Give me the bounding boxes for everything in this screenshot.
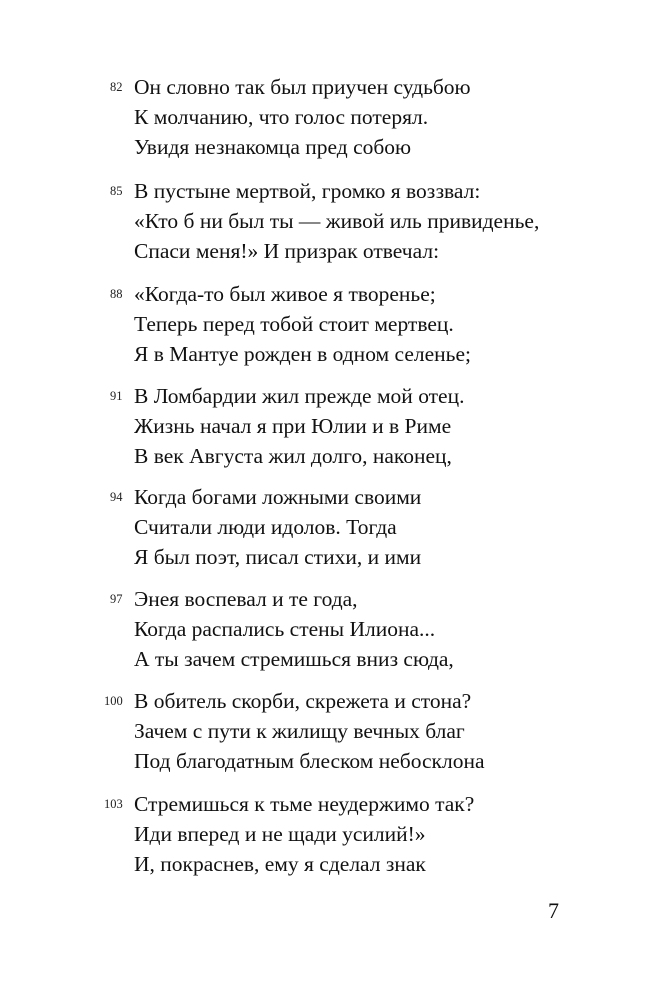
verse-line: «Когда-то был живое я творенье;	[134, 282, 436, 306]
verse-line: Считали люди идолов. Тогда	[134, 515, 397, 539]
verse-line: В век Августа жил долго, наконец,	[134, 444, 452, 468]
line-number: 88	[110, 287, 123, 301]
verse-line: Стремишься к тьме неудержимо так?	[134, 792, 475, 816]
line-number: 103	[104, 797, 123, 811]
line-number: 91	[110, 389, 123, 403]
verse-line: Он словно так был приучен судьбою	[134, 75, 471, 99]
verse-line: Зачем с пути к жилищу вечных благ	[134, 719, 465, 743]
verse-line: И, покраснев, ему я сделал знак	[134, 852, 426, 876]
line-number: 94	[110, 490, 123, 504]
verse-line: К молчанию, что голос потерял.	[134, 105, 429, 129]
verse-line: Когда богами ложными своими	[134, 485, 422, 509]
verse-line: Увидя незнакомца пред собою	[134, 135, 412, 159]
page-number: 7	[548, 898, 559, 923]
verse-line: «Кто б ни был ты — живой иль привиденье,	[134, 209, 540, 233]
verse-line: Когда распались стены Илиона...	[134, 617, 436, 641]
verse-line: Иди вперед и не щади усилий!»	[134, 822, 426, 846]
verse-line: А ты зачем стремишься вниз сюда,	[134, 647, 454, 671]
line-number: 100	[104, 694, 123, 708]
line-number: 97	[110, 592, 123, 606]
verse-line: В Ломбардии жил прежде мой отец.	[134, 384, 465, 408]
verse-line: Теперь перед тобой стоит мертвец.	[134, 312, 454, 336]
verse-line: Я в Мантуе рожден в одном селенье;	[134, 342, 471, 366]
verse-line: В пустыне мертвой, громко я воззвал:	[134, 179, 481, 203]
verse-line: Жизнь начал я при Юлии и в Риме	[134, 414, 452, 438]
line-number: 82	[110, 80, 123, 94]
verse-line: Энея воспевал и те года,	[134, 587, 358, 611]
verse-line: Под благодатным блеском небосклона	[134, 749, 485, 773]
verse-line: Спаси меня!» И призрак отвечал:	[134, 239, 440, 263]
verse-line: Я был поэт, писал стихи, и ими	[134, 545, 422, 569]
verse-line: В обитель скорби, скрежета и стона?	[134, 689, 472, 713]
line-number: 85	[110, 184, 123, 198]
